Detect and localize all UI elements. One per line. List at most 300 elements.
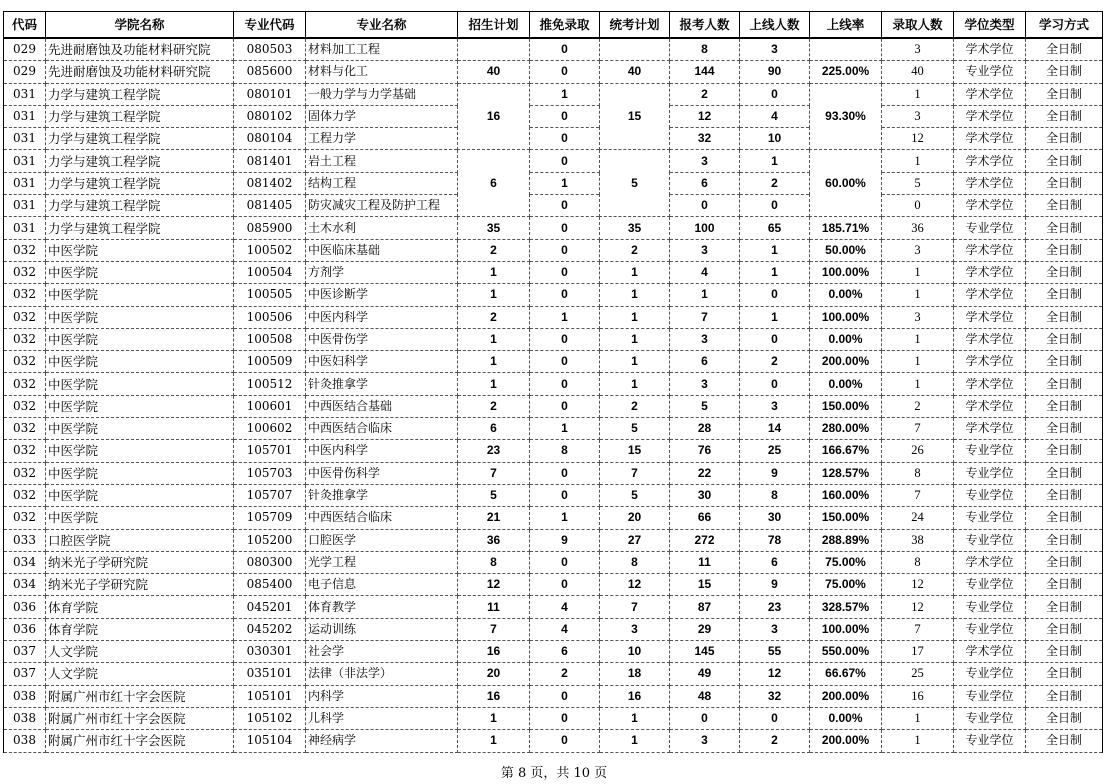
table-cell: 专业学位 [954, 730, 1026, 752]
table-cell: 7 [882, 618, 954, 640]
table-row [4, 596, 1103, 618]
table-row [4, 328, 1103, 350]
table-cell: 35 [600, 217, 670, 239]
table-cell: 0 [530, 462, 600, 484]
table-cell: 32 [670, 128, 740, 150]
header-code: 代码 [4, 12, 46, 39]
table-cell: 中医学院 [46, 306, 234, 328]
table-cell: 学术学位 [954, 172, 1026, 194]
table-cell: 先进耐磨蚀及功能材料研究院 [46, 61, 234, 83]
table-cell: 200.00% [810, 730, 882, 752]
table-cell: 6 [670, 172, 740, 194]
table-cell: 全日制 [1026, 373, 1103, 395]
table-cell: 防灾减灾工程及防护工程 [306, 195, 458, 217]
table-cell: 学术学位 [954, 38, 1026, 61]
table-cell: 全日制 [1026, 663, 1103, 685]
table-cell: 5 [600, 418, 670, 440]
table-cell: 1 [740, 239, 810, 261]
table-cell: 人文学院 [46, 663, 234, 685]
table-cell: 力学与建筑工程学院 [46, 105, 234, 127]
table-cell: 1 [458, 351, 530, 373]
table-row [4, 261, 1103, 283]
table-cell: 专业学位 [954, 707, 1026, 729]
table-cell: 081405 [234, 195, 306, 217]
table-header-row [4, 12, 1103, 39]
table-cell: 150.00% [810, 395, 882, 417]
header-recommended: 推免录取 [530, 12, 600, 39]
table-cell: 专业学位 [954, 663, 1026, 685]
table-cell: 27 [600, 529, 670, 551]
table-cell: 全日制 [1026, 641, 1103, 663]
table-cell: 225.00% [810, 61, 882, 83]
table-cell: 专业学位 [954, 574, 1026, 596]
table-row [4, 618, 1103, 640]
table-cell: 中西医结合基础 [306, 395, 458, 417]
table-cell: 105701 [234, 440, 306, 462]
table-cell: 纳米光子学研究院 [46, 574, 234, 596]
table-cell: 学术学位 [954, 284, 1026, 306]
table-cell: 55 [740, 641, 810, 663]
table-cell: 0 [530, 38, 600, 61]
table-cell: 1 [530, 306, 600, 328]
table-cell: 2 [458, 239, 530, 261]
table-cell: 全日制 [1026, 685, 1103, 707]
table-cell: 100509 [234, 351, 306, 373]
table-cell: 3 [882, 239, 954, 261]
table-cell: 150.00% [810, 507, 882, 529]
table-cell: 中医学院 [46, 373, 234, 395]
table-cell: 328.57% [810, 596, 882, 618]
table-cell: 学术学位 [954, 83, 1026, 105]
table-cell: 5 [670, 395, 740, 417]
table-cell: 0 [882, 195, 954, 217]
table-cell: 中医学院 [46, 284, 234, 306]
table-cell: 1 [882, 83, 954, 105]
table-cell: 085400 [234, 574, 306, 596]
table-cell: 儿科学 [306, 707, 458, 729]
table-cell: 一般力学与力学基础 [306, 83, 458, 105]
table-cell: 1 [530, 83, 600, 105]
table-cell: 材料加工工程 [306, 38, 458, 61]
table-cell: 12 [458, 574, 530, 596]
table-row [4, 284, 1103, 306]
table-cell: 105102 [234, 707, 306, 729]
table-cell: 031 [4, 128, 46, 150]
table-cell: 法律（非法学） [306, 663, 458, 685]
table-cell: 6 [530, 641, 600, 663]
table-cell: 全日制 [1026, 618, 1103, 640]
table-cell: 0 [530, 484, 600, 506]
table-cell: 029 [4, 38, 46, 61]
table-row [4, 105, 1103, 127]
table-cell: 1 [458, 284, 530, 306]
table-cell: 76 [670, 440, 740, 462]
table-cell: 032 [4, 351, 46, 373]
table-cell: 11 [458, 596, 530, 618]
table-cell: 081402 [234, 172, 306, 194]
table-cell: 1 [458, 707, 530, 729]
table-cell: 0 [530, 685, 600, 707]
table-cell: 3 [882, 38, 954, 61]
table-cell: 037 [4, 641, 46, 663]
table-cell: 全日制 [1026, 61, 1103, 83]
table-cell: 学术学位 [954, 195, 1026, 217]
table-cell: 036 [4, 596, 46, 618]
table-cell: 中医骨伤学 [306, 328, 458, 350]
table-cell: 专业学位 [954, 596, 1026, 618]
table-cell: 5 [458, 484, 530, 506]
table-row [4, 574, 1103, 596]
table-cell: 体育学院 [46, 596, 234, 618]
table-cell: 全日制 [1026, 730, 1103, 752]
table-row [4, 217, 1103, 239]
table-cell: 全日制 [1026, 195, 1103, 217]
table-cell: 中医妇科学 [306, 351, 458, 373]
table-cell: 100601 [234, 395, 306, 417]
table-cell: 1 [458, 261, 530, 283]
table-cell: 12 [670, 105, 740, 127]
table-cell: 1 [530, 507, 600, 529]
table-cell: 0 [530, 395, 600, 417]
table-cell: 038 [4, 685, 46, 707]
table-cell: 9 [530, 529, 600, 551]
table-cell: 66.67% [810, 663, 882, 685]
table-cell: 22 [670, 462, 740, 484]
table-cell: 中医学院 [46, 440, 234, 462]
table-cell: 专业学位 [954, 217, 1026, 239]
table-cell: 033 [4, 529, 46, 551]
table-cell: 105703 [234, 462, 306, 484]
table-cell: 045201 [234, 596, 306, 618]
table-cell: 1 [458, 328, 530, 350]
table-cell: 内科学 [306, 685, 458, 707]
table-cell: 5 [600, 484, 670, 506]
table-cell: 0 [530, 261, 600, 283]
table-cell: 12 [882, 574, 954, 596]
table-row [4, 440, 1103, 462]
table-row [4, 730, 1103, 752]
table-cell: 15 [600, 83, 670, 150]
table-cell: 学术学位 [954, 395, 1026, 417]
table-cell: 运动训练 [306, 618, 458, 640]
table-cell: 25 [882, 663, 954, 685]
table-cell: 1 [882, 328, 954, 350]
table-cell: 18 [600, 663, 670, 685]
table-cell: 032 [4, 418, 46, 440]
table-cell: 全日制 [1026, 351, 1103, 373]
table-cell: 031 [4, 217, 46, 239]
table-cell: 力学与建筑工程学院 [46, 195, 234, 217]
table-cell: 105101 [234, 685, 306, 707]
table-cell: 7 [600, 462, 670, 484]
table-cell: 8 [600, 551, 670, 573]
table-cell: 2 [740, 730, 810, 752]
table-cell: 0 [530, 328, 600, 350]
table-cell: 口腔医学 [306, 529, 458, 551]
table-cell: 4 [670, 261, 740, 283]
table-cell: 0 [530, 217, 600, 239]
table-cell: 4 [740, 105, 810, 127]
table-cell: 16 [882, 685, 954, 707]
table-cell: 100 [670, 217, 740, 239]
table-cell: 5 [600, 150, 670, 217]
table-cell: 0 [530, 730, 600, 752]
table-cell: 中医临床基础 [306, 239, 458, 261]
table-row [4, 128, 1103, 150]
table-cell: 纳米光子学研究院 [46, 551, 234, 573]
table-row [4, 83, 1103, 105]
table-cell: 力学与建筑工程学院 [46, 172, 234, 194]
table-body [4, 38, 1103, 752]
table-cell: 034 [4, 551, 46, 573]
table-cell: 附属广州市红十字会医院 [46, 730, 234, 752]
table-cell: 031 [4, 195, 46, 217]
table-cell: 40 [600, 61, 670, 83]
table-cell: 2 [740, 172, 810, 194]
table-cell: 全日制 [1026, 261, 1103, 283]
table-cell: 材料与化工 [306, 61, 458, 83]
table-cell: 145 [670, 641, 740, 663]
table-cell: 93.30% [810, 83, 882, 150]
table-cell: 1 [458, 373, 530, 395]
table-cell: 2 [882, 395, 954, 417]
table-cell: 36 [882, 217, 954, 239]
table-cell: 66 [670, 507, 740, 529]
table-cell: 032 [4, 328, 46, 350]
table-cell: 15 [600, 440, 670, 462]
table-cell: 185.71% [810, 217, 882, 239]
table-cell: 034 [4, 574, 46, 596]
table-cell: 87 [670, 596, 740, 618]
table-cell: 032 [4, 395, 46, 417]
table-cell: 2 [458, 395, 530, 417]
header-admitted: 录取人数 [882, 12, 954, 39]
table-cell: 8 [458, 551, 530, 573]
table-cell: 78 [740, 529, 810, 551]
table-cell: 全日制 [1026, 462, 1103, 484]
table-cell: 288.89% [810, 529, 882, 551]
table-cell: 0 [530, 195, 600, 217]
table-cell: 045202 [234, 618, 306, 640]
table-cell: 032 [4, 484, 46, 506]
table-cell: 专业学位 [954, 484, 1026, 506]
table-cell: 学术学位 [954, 261, 1026, 283]
header-degree-type: 学位类型 [954, 12, 1026, 39]
table-cell: 1 [458, 730, 530, 752]
table-cell: 附属广州市红十字会医院 [46, 685, 234, 707]
table-cell: 038 [4, 707, 46, 729]
table-cell: 6 [458, 150, 530, 217]
table-cell: 0 [530, 373, 600, 395]
table-cell: 全日制 [1026, 284, 1103, 306]
table-cell: 25 [740, 440, 810, 462]
table-cell: 100.00% [810, 618, 882, 640]
header-qualify-rate: 上线率 [810, 12, 882, 39]
table-cell: 全日制 [1026, 596, 1103, 618]
table-cell: 100602 [234, 418, 306, 440]
table-cell [600, 38, 670, 61]
table-cell: 全日制 [1026, 328, 1103, 350]
table-cell: 专业学位 [954, 507, 1026, 529]
table-cell: 4 [530, 618, 600, 640]
table-cell: 1 [600, 730, 670, 752]
table-cell: 专业学位 [954, 685, 1026, 707]
table-cell: 105707 [234, 484, 306, 506]
table-cell: 30 [740, 507, 810, 529]
table-row [4, 685, 1103, 707]
table-cell: 280.00% [810, 418, 882, 440]
table-cell: 7 [458, 618, 530, 640]
table-cell: 031 [4, 83, 46, 105]
table-cell: 专业学位 [954, 529, 1026, 551]
table-cell: 0.00% [810, 328, 882, 350]
table-cell: 2 [600, 239, 670, 261]
table-cell: 力学与建筑工程学院 [46, 217, 234, 239]
table-cell: 7 [670, 306, 740, 328]
table-cell: 3 [882, 306, 954, 328]
table-cell: 2 [670, 83, 740, 105]
table-cell: 口腔医学院 [46, 529, 234, 551]
table-cell: 3 [740, 395, 810, 417]
table-cell: 21 [458, 507, 530, 529]
table-cell: 0 [740, 373, 810, 395]
table-cell: 学术学位 [954, 551, 1026, 573]
table-cell: 032 [4, 306, 46, 328]
table-cell: 6 [670, 351, 740, 373]
table-row [4, 306, 1103, 328]
table-cell: 0 [670, 707, 740, 729]
table-cell: 0 [530, 574, 600, 596]
table-cell: 60.00% [810, 150, 882, 217]
table-cell: 先进耐磨蚀及功能材料研究院 [46, 38, 234, 61]
table-cell: 32 [740, 685, 810, 707]
table-cell: 学术学位 [954, 306, 1026, 328]
table-cell: 16 [458, 685, 530, 707]
table-cell: 7 [600, 596, 670, 618]
table-cell: 105200 [234, 529, 306, 551]
table-cell: 6 [458, 418, 530, 440]
table-cell: 100504 [234, 261, 306, 283]
table-cell: 9 [740, 462, 810, 484]
table-cell: 080300 [234, 551, 306, 573]
table-cell: 24 [882, 507, 954, 529]
table-cell: 29 [670, 618, 740, 640]
table-row [4, 484, 1103, 506]
table-cell: 全日制 [1026, 83, 1103, 105]
table-cell: 附属广州市红十字会医院 [46, 707, 234, 729]
page-footer: 第 8 页，共 10 页 [500, 766, 608, 781]
table-cell: 全日制 [1026, 150, 1103, 172]
table-cell: 0 [530, 551, 600, 573]
table-cell: 26 [882, 440, 954, 462]
table-cell: 学术学位 [954, 351, 1026, 373]
table-cell: 0 [740, 83, 810, 105]
table-cell: 学术学位 [954, 641, 1026, 663]
table-cell: 全日制 [1026, 38, 1103, 61]
table-cell: 全日制 [1026, 217, 1103, 239]
table-cell: 166.67% [810, 440, 882, 462]
table-cell: 40 [882, 61, 954, 83]
table-cell: 中医学院 [46, 261, 234, 283]
table-cell: 8 [882, 551, 954, 573]
table-cell: 030301 [234, 641, 306, 663]
table-cell: 3 [670, 730, 740, 752]
table-cell: 3 [670, 239, 740, 261]
table-cell: 15 [670, 574, 740, 596]
table-cell: 中医学院 [46, 351, 234, 373]
table-cell: 7 [458, 462, 530, 484]
table-cell: 中西医结合临床 [306, 418, 458, 440]
table-row [4, 351, 1103, 373]
table-cell: 23 [458, 440, 530, 462]
table-cell: 学术学位 [954, 150, 1026, 172]
table-cell: 20 [458, 663, 530, 685]
table-cell: 038 [4, 730, 46, 752]
table-cell: 1 [882, 261, 954, 283]
table-cell: 力学与建筑工程学院 [46, 128, 234, 150]
table-cell: 专业学位 [954, 61, 1026, 83]
table-cell: 0 [530, 284, 600, 306]
table-cell: 9 [740, 574, 810, 596]
table-cell: 体育学院 [46, 618, 234, 640]
table-row [4, 707, 1103, 729]
table-cell: 30 [670, 484, 740, 506]
table-cell: 1 [882, 284, 954, 306]
table-cell: 学术学位 [954, 373, 1026, 395]
table-cell: 全日制 [1026, 418, 1103, 440]
table-cell: 032 [4, 440, 46, 462]
table-cell: 3 [740, 38, 810, 61]
table-cell: 1 [740, 261, 810, 283]
table-cell: 031 [4, 172, 46, 194]
table-cell: 0 [530, 105, 600, 127]
table-row [4, 172, 1103, 194]
table-cell: 144 [670, 61, 740, 83]
table-cell: 4 [530, 596, 600, 618]
table-row [4, 38, 1103, 61]
header-study-mode: 学习方式 [1026, 12, 1103, 39]
table-row [4, 395, 1103, 417]
table-cell: 0 [740, 328, 810, 350]
table-cell: 11 [670, 551, 740, 573]
table-cell: 100505 [234, 284, 306, 306]
table-cell: 1 [882, 730, 954, 752]
table-cell: 针灸推拿学 [306, 373, 458, 395]
header-major-name: 专业名称 [306, 12, 458, 39]
table-cell: 0 [740, 284, 810, 306]
table-cell: 2 [740, 351, 810, 373]
table-cell: 社会学 [306, 641, 458, 663]
table-cell: 1 [600, 306, 670, 328]
table-cell: 7 [882, 418, 954, 440]
table-cell: 方剂学 [306, 261, 458, 283]
table-cell: 全日制 [1026, 239, 1103, 261]
table-cell: 0 [530, 239, 600, 261]
table-cell: 全日制 [1026, 507, 1103, 529]
table-cell: 38 [882, 529, 954, 551]
table-cell: 031 [4, 150, 46, 172]
table-row [4, 61, 1103, 83]
table-cell: 128.57% [810, 462, 882, 484]
table-cell: 中医学院 [46, 239, 234, 261]
table-cell: 90 [740, 61, 810, 83]
table-row [4, 418, 1103, 440]
table-row [4, 462, 1103, 484]
table-cell: 光学工程 [306, 551, 458, 573]
table-cell: 2 [530, 663, 600, 685]
table-cell: 学术学位 [954, 418, 1026, 440]
table-cell: 8 [530, 440, 600, 462]
